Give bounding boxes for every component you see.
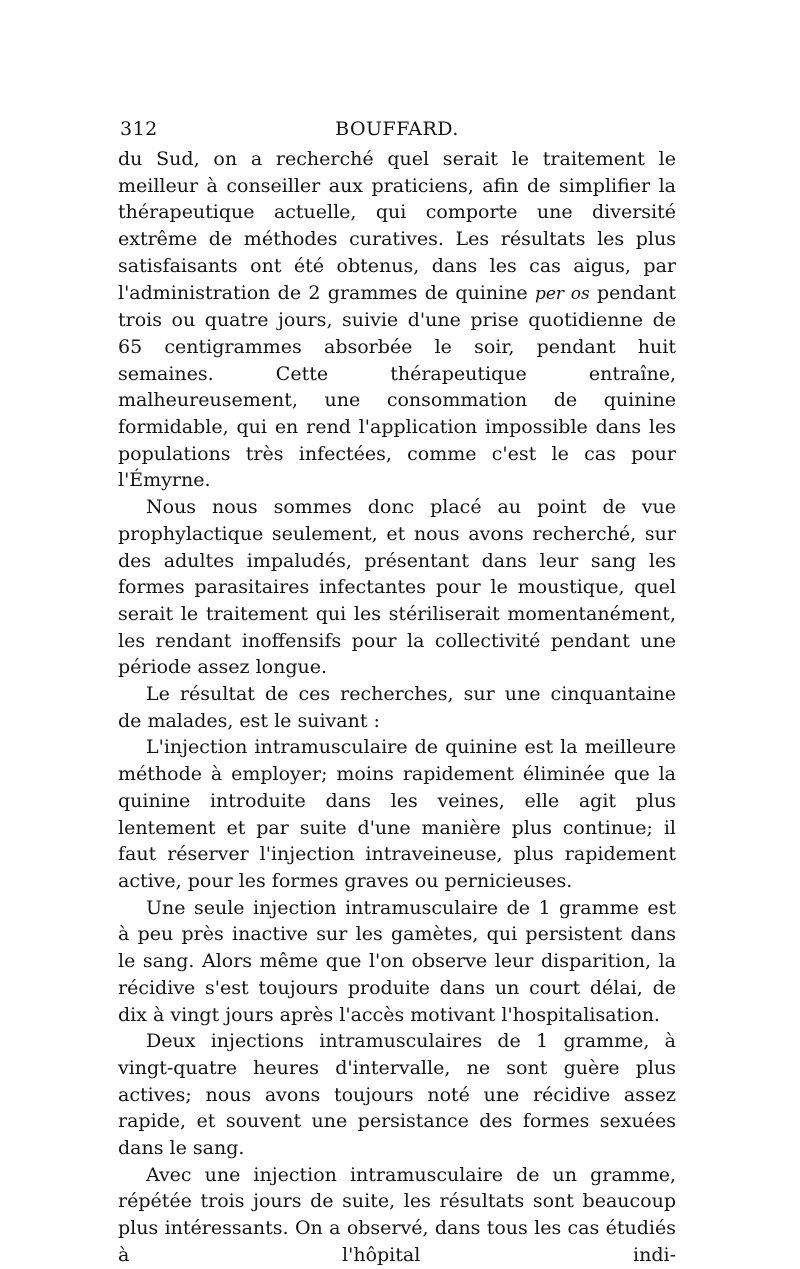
running-title: BOUFFARD. (335, 118, 459, 140)
italic-per-os: per os (534, 283, 590, 304)
paragraph-1-text-a: du Sud, on a recherché quel serait le traitement le meilleur à conseiller aux praticiens, afin de simplifier la thérapeutique actuelle, qui comporte une diversité extrême de méthodes curatives. Les résultats les plus satisfaisants ont été obtenus, dans les cas aigus, par l'administration de 2 grammes de quinine (118, 148, 676, 304)
paragraph-3 (118, 681, 676, 734)
paragraph-7 (118, 1162, 676, 1269)
book-page (118, 118, 676, 1269)
paragraph-1-text-b: pendant trois ou quatre jours, suivie d'une prise quotidienne de 65 centigrammes absorbée le soir, pendant huit semaines. Cette thérapeutique entraîne, malheureusement, une consommation de quinine formidable, qui en rend l'application impossible dans les populations très infectées, comme c'est le cas pour l'Émyrne. (118, 281, 676, 492)
paragraph-3-text: Le résultat de ces recherches, sur une cinquantaine de malades, est le suivant : (118, 683, 676, 732)
paragraph-1 (118, 146, 676, 494)
paragraph-6 (118, 1028, 676, 1162)
paragraph-5-text: Une seule injection intramusculaire de 1 gramme est à peu près inactive sur les gamètes, qui persistent dans le sang. Alors même que l'on observe leur disparition, la récidive s'est toujours produite dans un court délai, de dix à vingt jours après l'accès motivant l'hospitalisation. (118, 896, 676, 1026)
paragraph-2-text: Nous nous sommes donc placé au point de vue prophylactique seulement, et nous avons recherché, sur des adultes impaludés, présentant dans leur sang les formes parasitaires infectantes pour le moustique, quel serait le traitement qui les stériliserait momentanément, les rendant inoffensifs pour la collectivité pendant une période assez longue. (118, 496, 676, 679)
paragraph-7-text: Avec une injection intramusculaire de un gramme, répétée trois jours de suite, les résultats sont beaucoup plus intéressants. On a observé, dans tous les cas étudiés à l'hôpital indi- (118, 1163, 676, 1266)
page-number: 312 (120, 118, 158, 140)
paragraph-5 (118, 895, 676, 1029)
page-header (118, 118, 676, 146)
paragraph-4 (118, 734, 676, 894)
paragraph-6-text: Deux injections intramusculaires de 1 gramme, à vingt-quatre heures d'intervalle, ne sont guère plus actives; nous avons toujours noté une récidive assez rapide, et souvent une persistance des formes sexuées dans le sang. (118, 1030, 676, 1160)
body-text (118, 146, 676, 1269)
paragraph-4-text: L'injection intramusculaire de quinine est la meilleure méthode à employer; moins rapidement éliminée que la quinine introduite dans les veines, elle agit plus lentement et par suite d'une manière plus continue; il faut réserver l'injection intraveineuse, plus rapidement active, pour les formes graves ou pernicieuses. (118, 736, 676, 892)
paragraph-2 (118, 494, 676, 681)
